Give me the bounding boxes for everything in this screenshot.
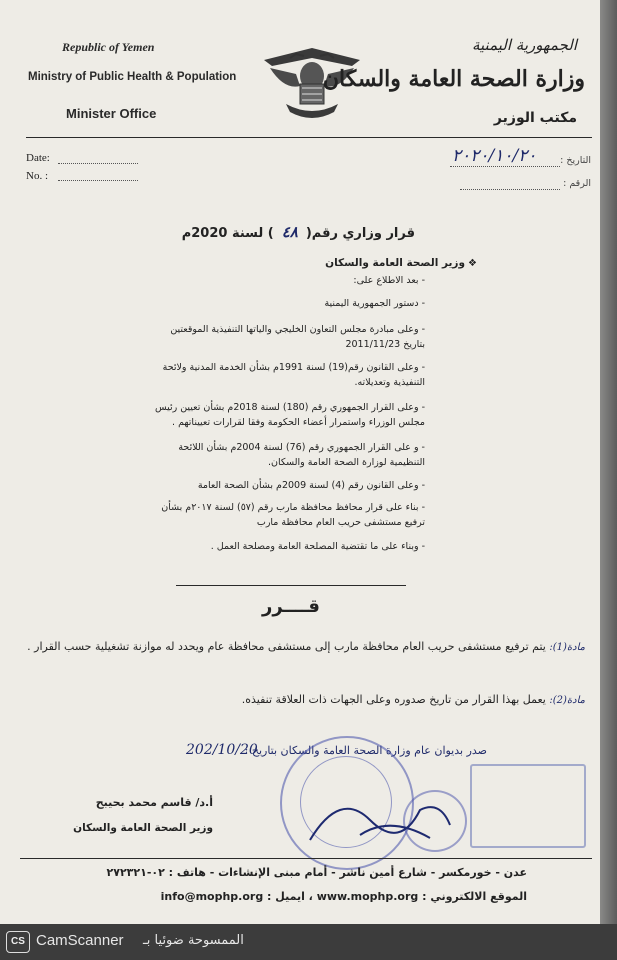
preamble-item: - و على القرار الجمهوري رقم (76) لسنة 2004م بشأن اللائحة التنظيمية لوزارة الصحة العامة والسكان. <box>178 442 425 468</box>
article-2 <box>25 688 585 713</box>
article-1-text: يتم ترفيع مستشفى حريب العام محافظة مارب إلى مستشفى محافظة عام ويحدد له موازنة تشغيلية حسب القرار . <box>27 640 546 653</box>
preamble-item: - وبناء على ما تقتضية المصلحة العامة ومصلحة العمل . <box>210 541 425 552</box>
issued-text: صدر بديوان عام وزارة الصحة العامة والسكان بتاريخ : <box>244 744 487 757</box>
decree-title-suffix: ) لسنة 2020م <box>181 226 274 241</box>
preamble-intro: - بعد الاطلاع على: <box>353 275 425 286</box>
article-1 <box>25 637 585 657</box>
decision-heading: قــــرر <box>262 596 320 617</box>
footer-rule <box>20 858 592 859</box>
preamble-item: - دستور الجمهورية اليمنية <box>324 298 425 309</box>
decree-number: ٤٨ <box>281 223 298 241</box>
header-office-ar: مكتب الوزير <box>493 110 577 126</box>
date-label-ar: التاريخ : <box>560 155 591 166</box>
preamble-item: - وعلى القرار الجمهوري رقم (180) لسنة 2018م بشأن تعيين رئيس مجلس الوزراء واستمرار أعضاء الحكومة وفقا لقرارات تعييناتهم . <box>154 402 425 428</box>
page-edge-shadow <box>600 0 617 924</box>
decree-title <box>182 223 415 241</box>
bullet-star-icon: ❖ <box>468 258 477 269</box>
preamble-item: - وعلى القانون رقم (4) لسنة 2009م بشأن الصحة العامة <box>197 480 425 491</box>
header-country-en: Republic of Yemen <box>62 40 155 54</box>
header-office-en: Minister Office <box>66 106 157 121</box>
header-rule <box>26 137 592 138</box>
office-rectangular-stamp <box>470 764 586 848</box>
date-value-handwritten: ٢٠٢٠/١٠/٢٠ <box>452 146 537 166</box>
preamble-item: - بناء على قرار محافظ محافظة مارب رقم (٥٧) لسنة ٢٠١٧م بشأن ترفيع مستشفى حريب العام محافظة مارب <box>161 502 425 528</box>
header-ministry-en: Ministry of Public Health & Population <box>28 71 237 83</box>
footer-address: عدن - خورمكسر - شارع أمين ناشر - أمام مبنى الإنشاءات - هاتف : ٠٢-٢٧٢٣٢١ <box>106 866 527 879</box>
no-line-en <box>58 180 138 181</box>
date-label-en: Date: <box>26 152 50 164</box>
header-country-ar: الجمهورية اليمنية <box>471 36 577 54</box>
date-line-en <box>58 163 138 164</box>
section-divider <box>176 585 406 586</box>
camscanner-label: CamScanner <box>36 932 124 949</box>
camscanner-prefix: الممسوحة ضوئيا بـ <box>143 933 244 948</box>
no-label-en: No. : <box>26 170 48 182</box>
preamble-item: - وعلى القانون رقم(19) لسنة 1991م بشأن الخدمة المدنية ولائحة التنفيذية وتعديلاته. <box>162 362 425 388</box>
preamble-item: - وعلى مبادرة مجلس التعاون الخليجي والياتها التنفيذية الموقعتين بتاريخ 2011/11/23 <box>170 324 425 350</box>
article-1-label: مادة(1): <box>549 642 585 653</box>
signatory-name: أ.د/ قاسم محمد بحيبح <box>95 796 213 809</box>
footer-web: الموقع الالكتروني : www.mophp.org ، ايميل : info@mophp.org <box>160 890 527 903</box>
issued-date: 202/10/20 <box>186 742 258 758</box>
signature-scribble-icon <box>300 780 470 850</box>
no-label-ar: الرقم : <box>563 178 591 189</box>
header-ministry-ar: وزارة الصحة العامة والسكان <box>322 66 585 92</box>
camscanner-logo-icon: CS <box>6 931 30 953</box>
decree-title-prefix: قرار وزاري رقم( <box>305 226 415 241</box>
date-line-ar <box>450 166 560 167</box>
camscanner-bar <box>0 924 617 960</box>
signatory-title: وزير الصحة العامة والسكان <box>73 822 213 834</box>
no-line-ar <box>460 189 560 190</box>
article-2-text: يعمل بهذا القرار من تاريخ صدوره وعلى الجهات ذات العلاقة تنفيذه. <box>241 693 546 706</box>
article-2-label: مادة(2): <box>549 695 585 706</box>
preamble-author: وزير الصحة العامة والسكان <box>325 257 465 269</box>
